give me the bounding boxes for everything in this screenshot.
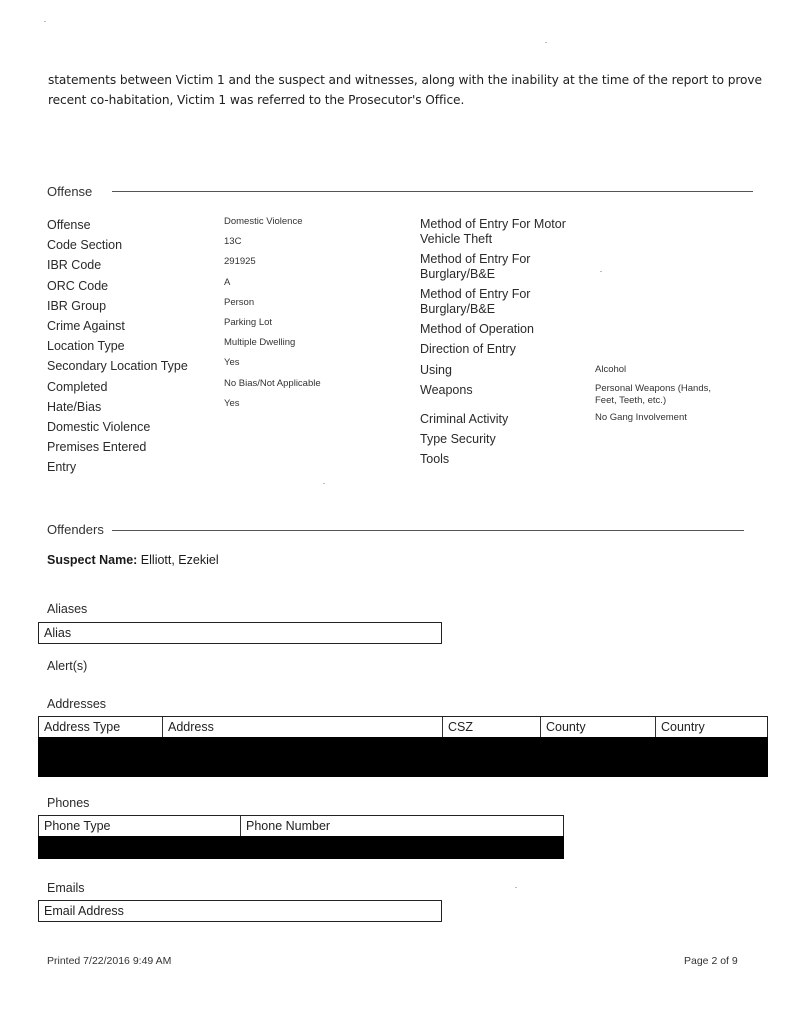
emails-table-header — [38, 900, 442, 922]
phones-label: Phones — [47, 796, 90, 810]
offense-left-labels — [47, 215, 227, 478]
field-label: Code Section — [47, 238, 123, 253]
field-value: Multiple Dwelling — [224, 337, 296, 349]
scan-speck — [600, 271, 602, 272]
phone-type-column-header: Phone Type — [39, 816, 241, 836]
field-value: Parking Lot — [224, 317, 273, 329]
field-value: 13C — [224, 236, 242, 248]
printed-timestamp: Printed 7/22/2016 9:49 AM — [47, 955, 172, 967]
scan-speck — [515, 887, 517, 888]
emails-label: Emails — [47, 881, 85, 895]
aliases-label: Aliases — [47, 602, 88, 616]
county-column-header: County — [541, 717, 656, 737]
email-address-column-header: Email Address — [44, 904, 124, 918]
page-number: Page 2 of 9 — [684, 955, 738, 967]
narrative-line: recent co-habitation, Victim 1 was referred to the Prosecutor's Office. — [48, 93, 465, 107]
addresses-table-header — [38, 716, 768, 738]
field-value: Yes — [224, 357, 240, 369]
scan-speck — [44, 21, 46, 22]
alias-column-header: Alias — [44, 626, 72, 640]
field-label: Location Type — [47, 339, 125, 354]
offenders-section-heading: Offenders — [47, 522, 104, 537]
address-type-column-header: Address Type — [39, 717, 163, 737]
alerts-label: Alert(s) — [47, 659, 88, 673]
field-label: Using — [420, 363, 452, 377]
aliases-table-header — [38, 622, 442, 644]
field-label: Weapons — [420, 383, 473, 397]
field-label: Type Security — [420, 432, 496, 446]
scan-speck — [323, 483, 325, 484]
offense-left-values — [224, 212, 414, 414]
field-label: ORC Code — [47, 278, 109, 293]
narrative-text — [48, 70, 768, 110]
offense-section-heading: Offense — [47, 184, 93, 199]
field-label: Offense — [47, 218, 91, 232]
redacted-address-row — [38, 737, 768, 777]
address-column-header: Address — [163, 717, 443, 737]
field-label: Domestic Violence — [47, 420, 151, 435]
field-label: Criminal Activity — [420, 412, 509, 426]
field-value: Person — [224, 296, 255, 308]
suspect-name-label: Suspect Name: — [47, 553, 138, 567]
field-label: Secondary Location Type — [47, 359, 188, 374]
field-value: A — [224, 276, 231, 288]
field-label: Method of Entry For Burglary/B&E — [420, 252, 531, 281]
narrative-line: statements between Victim 1 and the suspect and witnesses, along with the inability at the time of the report to prove — [48, 73, 762, 87]
addresses-label: Addresses — [47, 697, 107, 711]
field-label: Entry — [47, 460, 77, 475]
field-label: Direction of Entry — [420, 342, 516, 356]
phone-number-column-header: Phone Number — [246, 819, 331, 833]
field-value: Personal Weapons (Hands, Feet, Teeth, etc.) — [595, 383, 711, 406]
field-label: Method of Operation — [420, 322, 534, 336]
field-value: Domestic Violence — [224, 216, 303, 227]
field-value: 291925 — [224, 256, 256, 268]
scan-speck — [545, 42, 547, 43]
csz-column-header: CSZ — [443, 717, 541, 737]
suspect-name — [47, 553, 219, 567]
field-value: Alcohol — [595, 364, 627, 375]
field-label: Premises Entered — [47, 440, 147, 455]
field-value: Yes — [224, 397, 240, 409]
field-value: No Bias/Not Applicable — [224, 377, 321, 389]
phones-table-header — [38, 815, 564, 837]
field-label: Hate/Bias — [47, 399, 102, 414]
field-value: No Gang Involvement — [595, 412, 687, 423]
field-label: Completed — [47, 379, 108, 394]
redacted-phone-row — [38, 836, 564, 859]
field-label: Method of Entry For Burglary/B&E — [420, 287, 531, 316]
field-label: Tools — [420, 452, 450, 466]
suspect-name-value: Elliott, Ezekiel — [140, 553, 219, 567]
field-label: IBR Code — [47, 258, 102, 273]
section-divider — [112, 530, 744, 531]
field-label: Method of Entry For Motor Vehicle Theft — [420, 217, 566, 246]
section-divider — [112, 191, 753, 192]
field-label: Crime Against — [47, 319, 125, 334]
country-column-header: Country — [661, 720, 705, 734]
field-label: IBR Group — [47, 298, 107, 313]
